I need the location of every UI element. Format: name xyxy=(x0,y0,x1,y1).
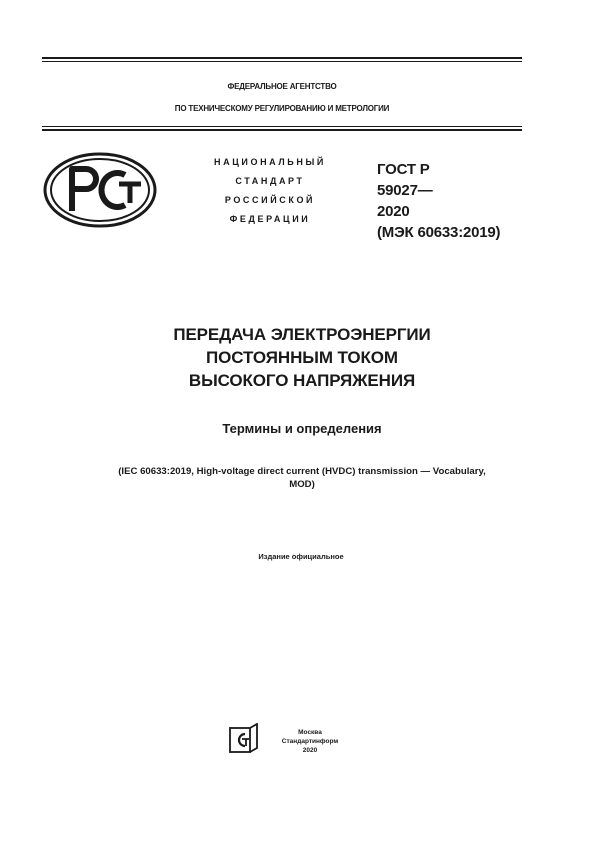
middle-rule-thin xyxy=(42,126,522,127)
original-standard-reference xyxy=(42,465,562,491)
designation-line: ГОСТ Р xyxy=(377,161,430,178)
standard-type-line: РОССИЙСКОЙ xyxy=(224,195,316,205)
standard-type-line: НАЦИОНАЛЬНЫЙ xyxy=(214,157,326,167)
agency-line-2: ПО ТЕХНИЧЕСКОМУ РЕГУЛИРОВАНИЮ И МЕТРОЛОГИИ xyxy=(174,104,390,113)
original-line: (IEC 60633:2019, High-voltage direct current (HVDC) transmission — Vocabulary, xyxy=(118,466,486,477)
top-rule-thin xyxy=(42,61,522,62)
title-line: ПОСТОЯННЫМ ТОКОМ xyxy=(206,348,398,367)
publisher-city: Москва xyxy=(298,729,322,736)
designation-line: 2020 xyxy=(377,203,410,220)
agency-line-1: ФЕДЕРАЛЬНОЕ АГЕНТСТВО xyxy=(227,82,337,91)
publisher-year: 2020 xyxy=(302,747,318,754)
designation-line: 59027— xyxy=(377,182,433,199)
standartinform-logo-icon xyxy=(229,723,259,755)
standard-designation xyxy=(377,159,500,243)
document-title xyxy=(42,323,562,392)
middle-rule-thick xyxy=(42,129,522,131)
designation-line: (МЭК 60633:2019) xyxy=(377,224,501,241)
official-edition: Издание официальное xyxy=(258,552,344,561)
rst-logo-icon xyxy=(42,151,158,229)
standard-type-line: СТАНДАРТ xyxy=(235,176,305,186)
publisher-name: Стандартинформ xyxy=(281,738,339,745)
standard-type-line: ФЕДЕРАЦИИ xyxy=(229,214,311,224)
document-subtitle: Термины и определения xyxy=(222,421,382,436)
title-line: ВЫСОКОГО НАПРЯЖЕНИЯ xyxy=(188,371,416,390)
publisher-info xyxy=(265,728,355,755)
original-line: MOD) xyxy=(289,479,315,490)
title-line: ПЕРЕДАЧА ЭЛЕКТРОЭНЕРГИИ xyxy=(173,325,431,344)
top-rule-thick xyxy=(42,57,522,59)
standard-type xyxy=(165,153,375,229)
